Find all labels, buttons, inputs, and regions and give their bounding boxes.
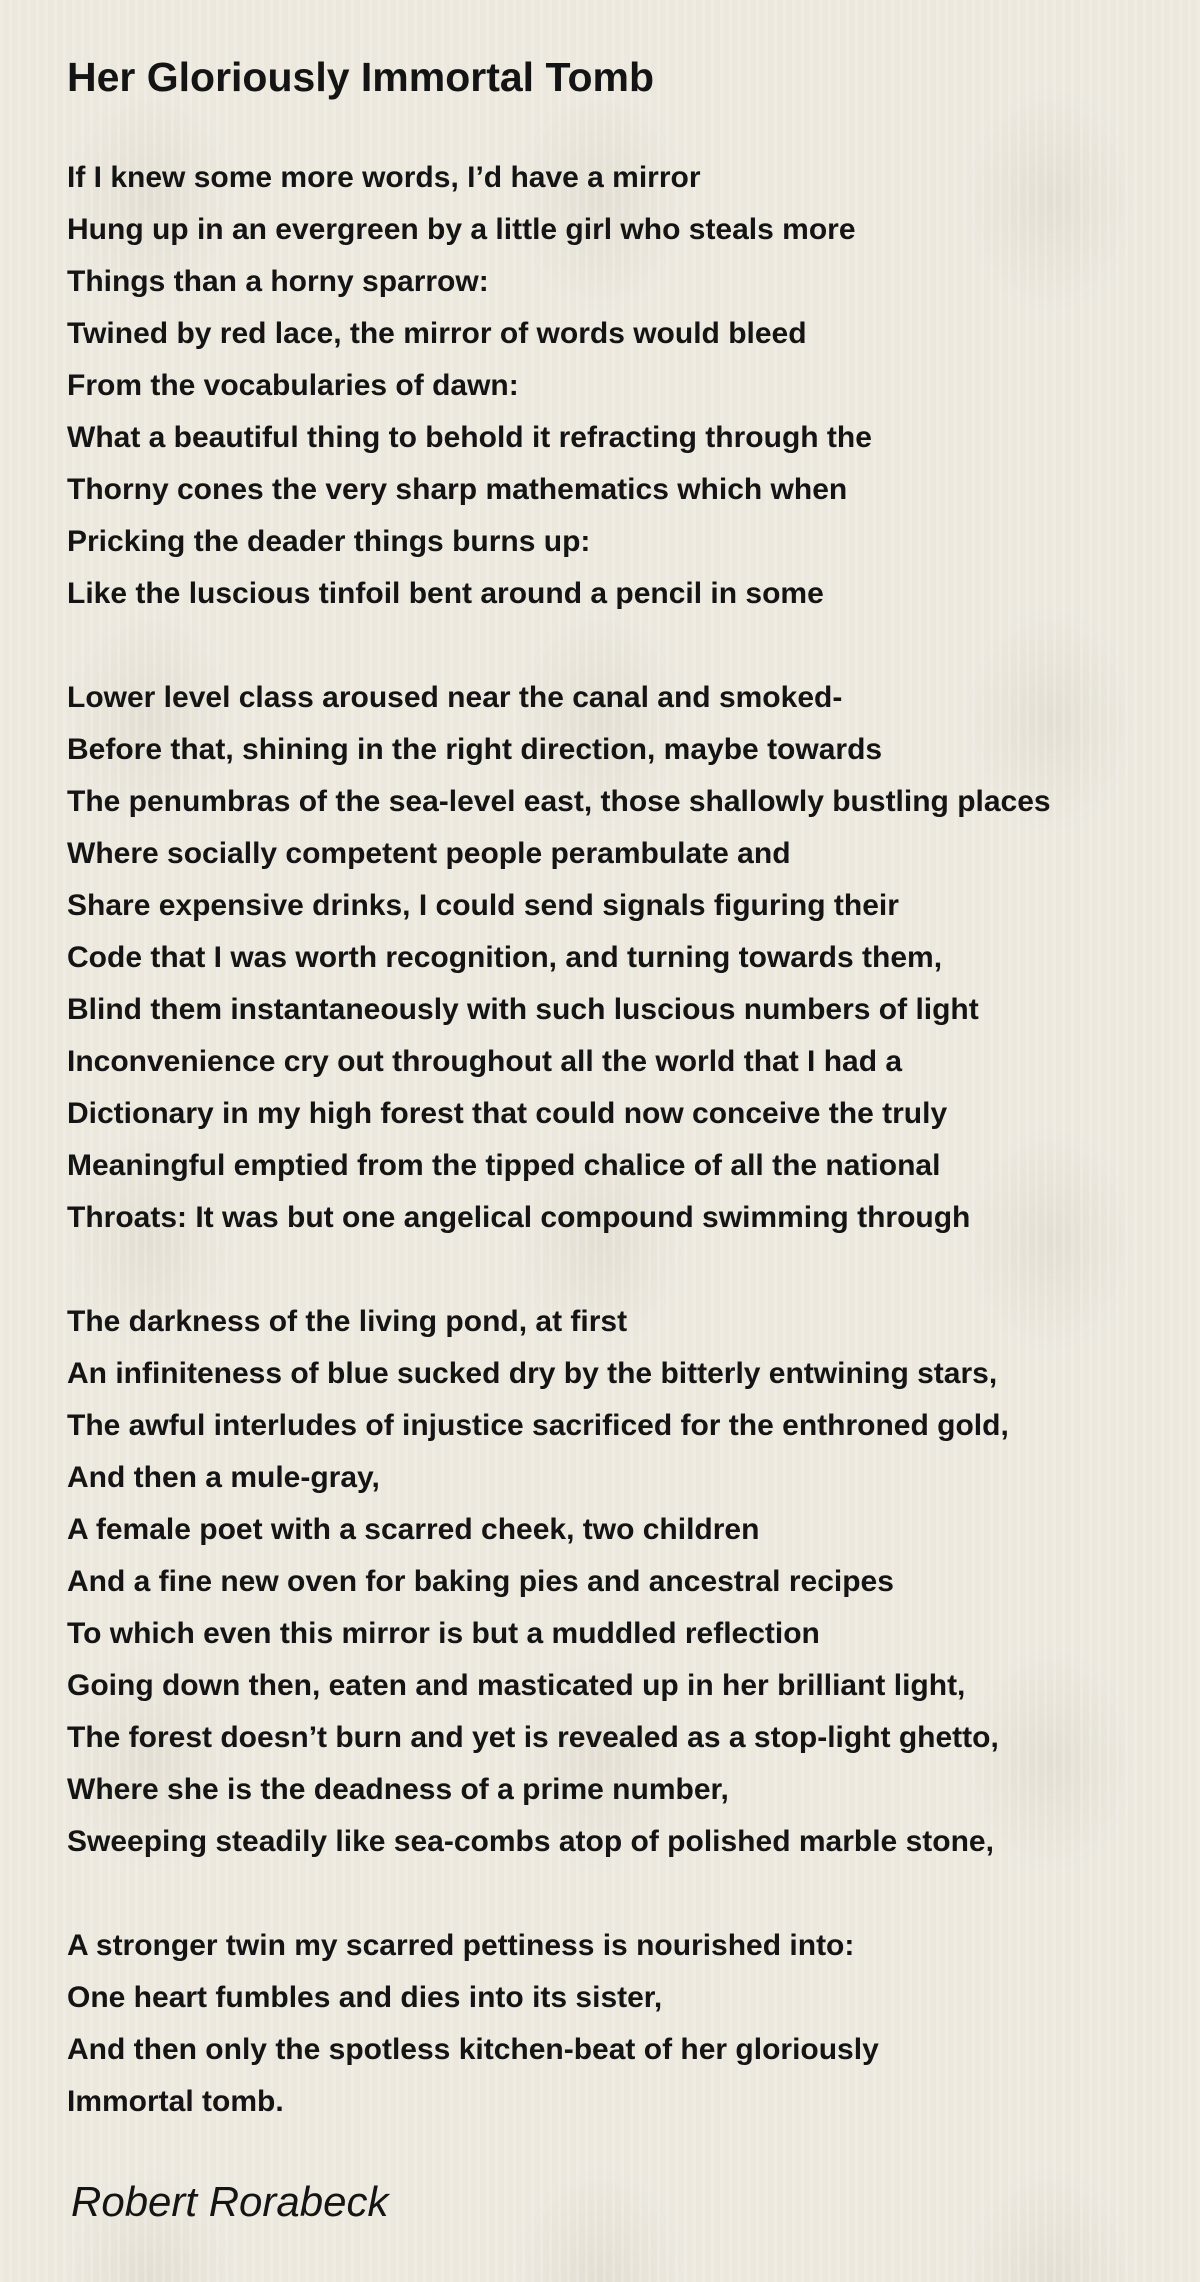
- poem-line: From the vocabularies of dawn:: [67, 369, 519, 402]
- poem-line: Where socially competent people perambulate and: [67, 837, 791, 870]
- poem-line: Like the luscious tinfoil bent around a pencil in some: [67, 577, 824, 610]
- poem-line: And then only the spotless kitchen-beat of her gloriously: [67, 2033, 879, 2066]
- poem-line: Pricking the deader things burns up:: [67, 525, 591, 558]
- poem-line: And a fine new oven for baking pies and ancestral recipes: [67, 1565, 894, 1598]
- poem-line: Lower level class aroused near the canal and smoked-: [67, 681, 843, 714]
- poem-line: Hung up in an evergreen by a little girl who steals more: [67, 213, 856, 246]
- poem-line: And then a mule-gray,: [67, 1461, 380, 1494]
- poem-line: The forest doesn’t burn and yet is revealed as a stop-light ghetto,: [67, 1721, 999, 1754]
- poem-line: Meaningful emptied from the tipped chalice of all the national: [67, 1149, 941, 1182]
- poem-line: Where she is the deadness of a prime number,: [67, 1773, 729, 1806]
- poem-line: To which even this mirror is but a muddled reflection: [67, 1617, 820, 1650]
- poem-line: Share expensive drinks, I could send signals figuring their: [67, 889, 899, 922]
- poem-author: Robert Rorabeck: [71, 2178, 389, 2225]
- poem-line: Code that I was worth recognition, and turning towards them,: [67, 941, 943, 974]
- poem-line: A stronger twin my scarred pettiness is nourished into:: [67, 1929, 855, 1962]
- poem-page: [67, 50, 1177, 2118]
- poem-body: [67, 152, 1177, 2180]
- poem-line: Blind them instantaneously with such luscious numbers of light: [67, 993, 979, 1026]
- poem-line: Immortal tomb.: [67, 2085, 284, 2118]
- poem-line: If I knew some more words, I’d have a mirror: [67, 161, 701, 194]
- stanza: [67, 672, 1177, 1244]
- stanza: [67, 152, 1177, 620]
- poem-line: Thorny cones the very sharp mathematics which when: [67, 473, 848, 506]
- stanza: [67, 1296, 1177, 1868]
- poem-line: Going down then, eaten and masticated up in her brilliant light,: [67, 1669, 966, 1702]
- poem-line: The penumbras of the sea-level east, those shallowly bustling places: [67, 785, 1051, 818]
- poem-line: An infiniteness of blue sucked dry by the bitterly entwining stars,: [67, 1357, 998, 1390]
- poem-line: Inconvenience cry out throughout all the world that I had a: [67, 1045, 903, 1078]
- poem-line: The awful interludes of injustice sacrificed for the enthroned gold,: [67, 1409, 1009, 1442]
- poem-line: Before that, shining in the right direction, maybe towards: [67, 733, 883, 766]
- stanza: [67, 1920, 1177, 2128]
- poem-line: Things than a horny sparrow:: [67, 265, 489, 298]
- poem-line: A female poet with a scarred cheek, two children: [67, 1513, 760, 1546]
- poem-line: Dictionary in my high forest that could now conceive the truly: [67, 1097, 948, 1130]
- poem-title: Her Gloriously Immortal Tomb: [67, 54, 654, 100]
- poem-line: One heart fumbles and dies into its sister,: [67, 1981, 663, 2014]
- poem-line: What a beautiful thing to behold it refracting through the: [67, 421, 872, 454]
- poem-line: The darkness of the living pond, at first: [67, 1305, 628, 1338]
- poem-line: Sweeping steadily like sea-combs atop of polished marble stone,: [67, 1825, 994, 1858]
- poem-line: Throats: It was but one angelical compound swimming through: [67, 1201, 971, 1234]
- poem-line: Twined by red lace, the mirror of words would bleed: [67, 317, 807, 350]
